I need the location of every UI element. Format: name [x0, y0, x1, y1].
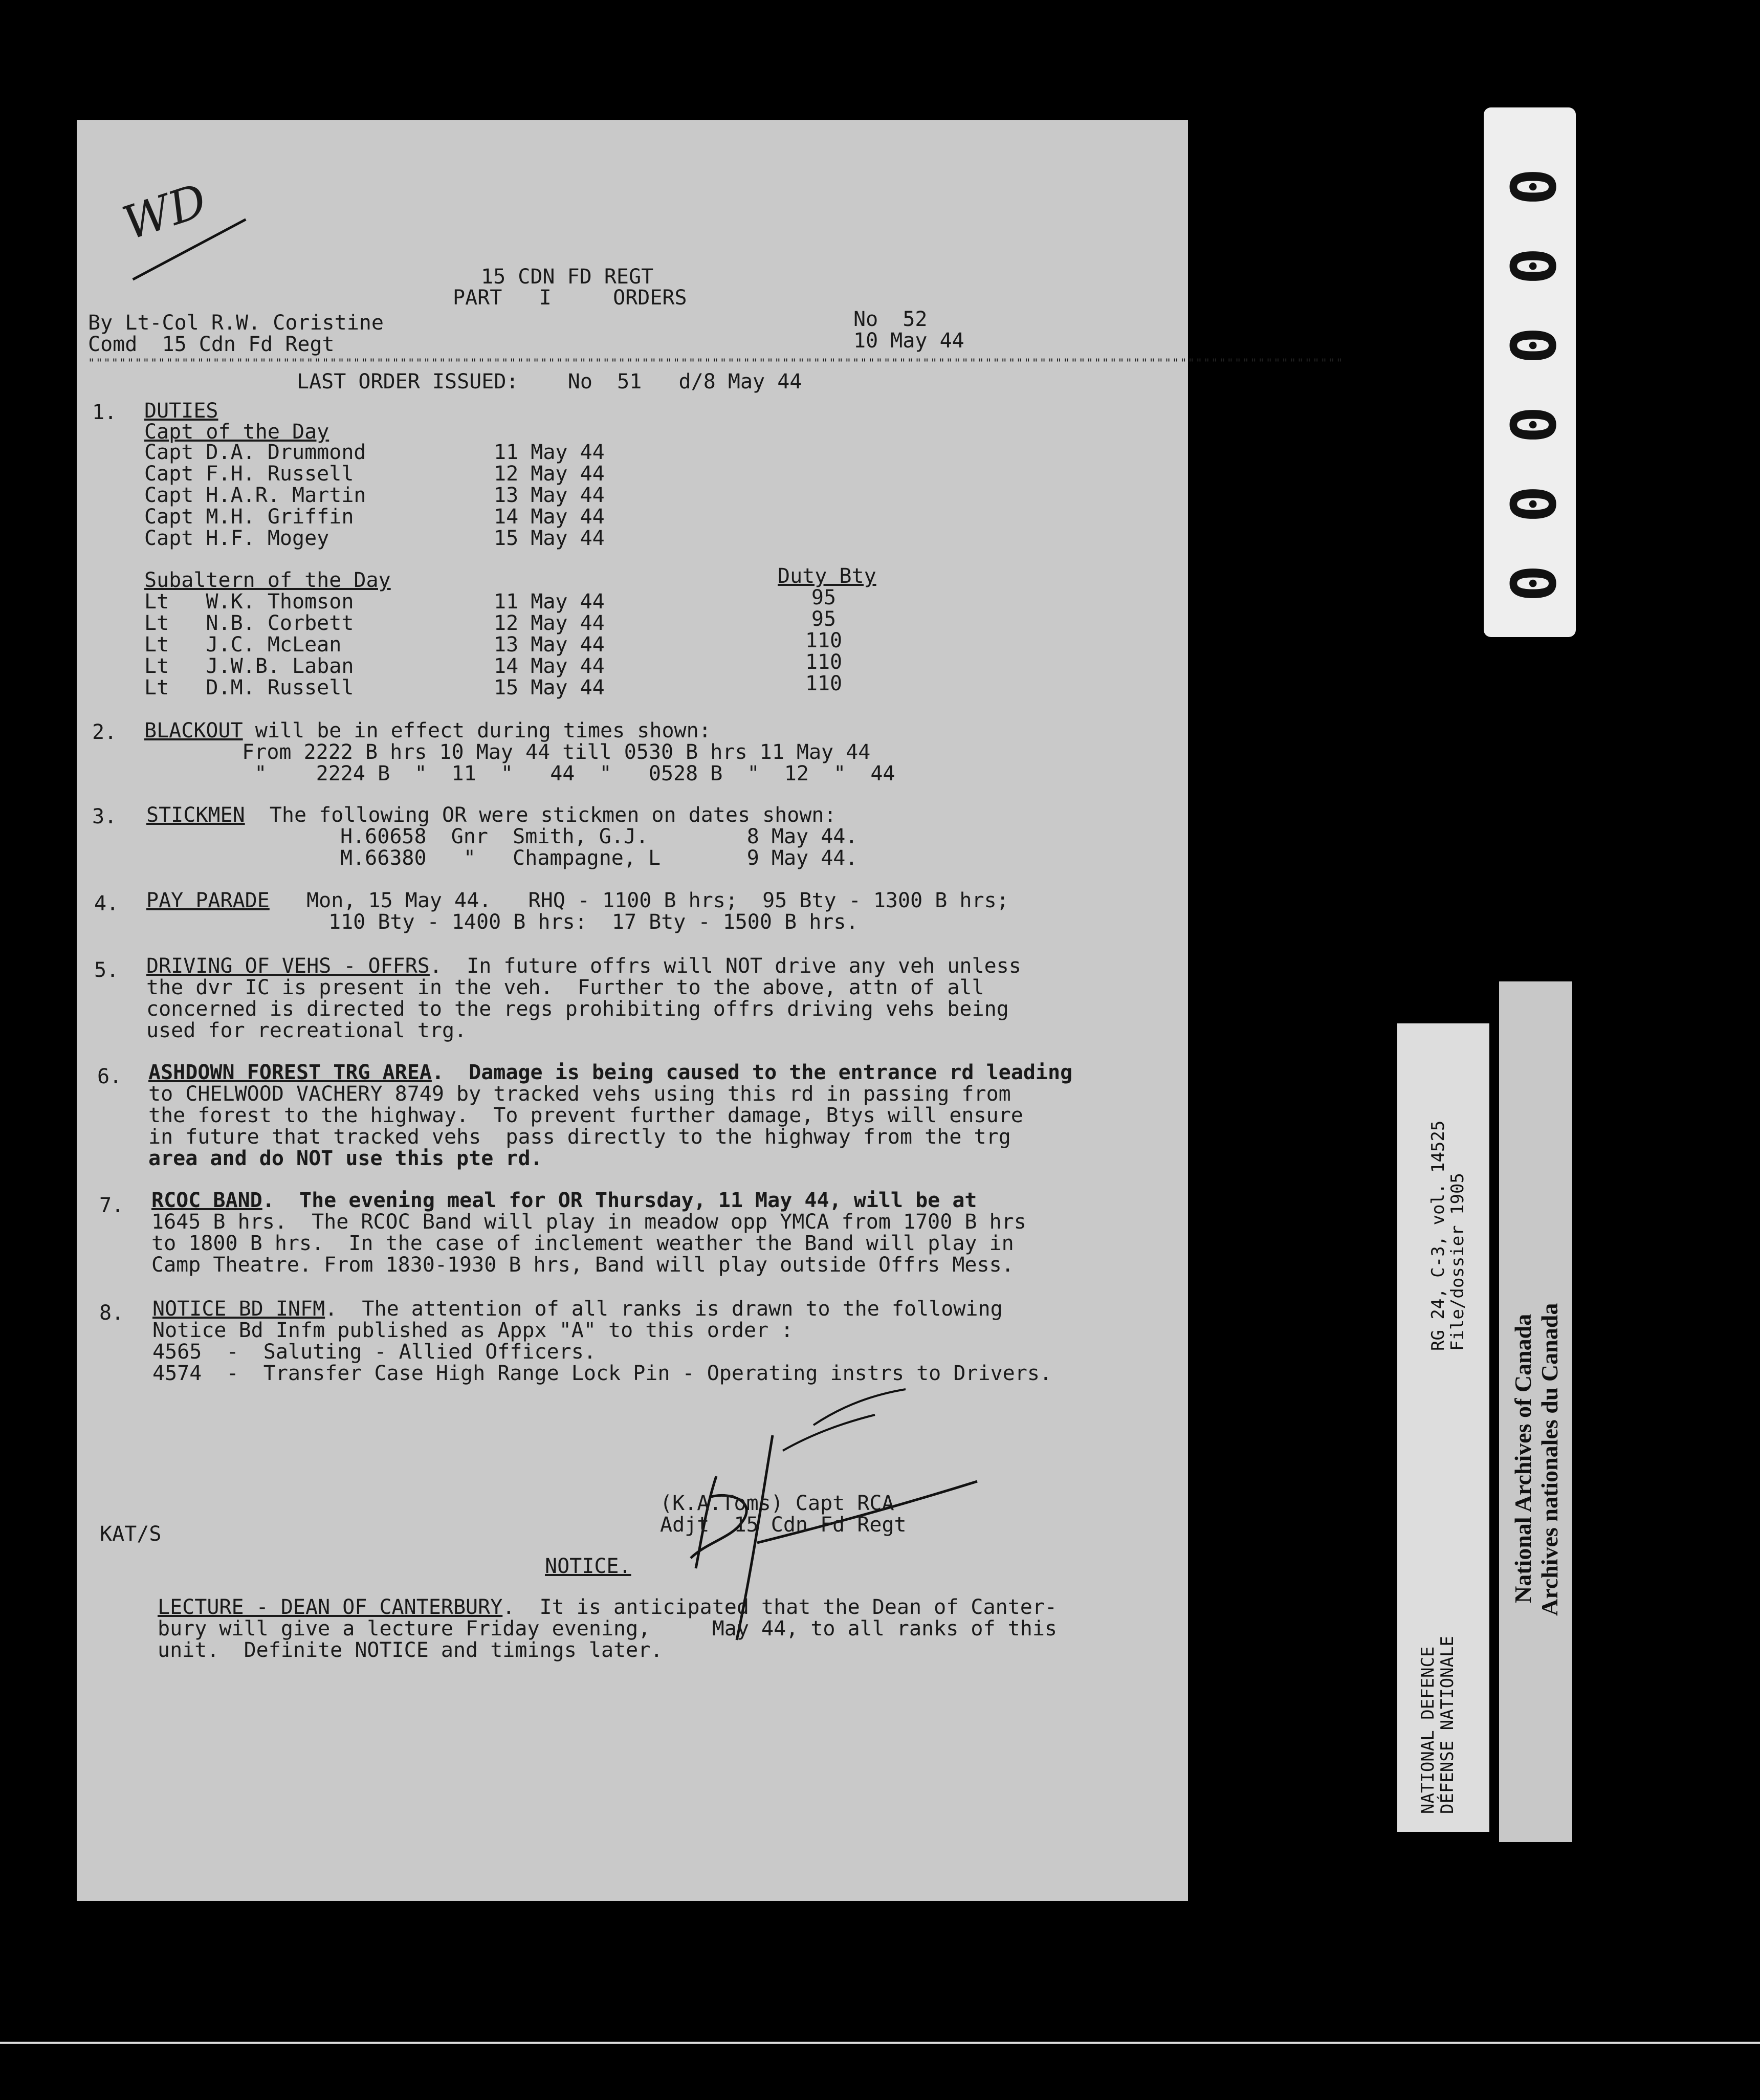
- signatory-title: Adjt 15 Cdn Fd Regt: [660, 1513, 907, 1537]
- ashdown-line-2: to CHELWOOD VACHERY 8749 by tracked vehs using this rd in passing from: [148, 1082, 1011, 1106]
- capt-date: 11 May 44: [494, 441, 605, 464]
- archive-name-english: National Archives of Canada: [1510, 1314, 1536, 1603]
- ashdown-line-4: in future that tracked vehs pass directly to the highway from the trg: [148, 1125, 1011, 1149]
- item-number-1: 1.: [92, 401, 117, 424]
- notice-bd-heading: NOTICE BD INFM: [152, 1297, 325, 1321]
- driving-line-1: [146, 955, 1021, 977]
- frame-digit: 0: [1495, 564, 1567, 602]
- ashdown-line-3: the forest to the highway. To prevent further damage, Btys will ensure: [148, 1104, 1023, 1127]
- capt-date: 12 May 44: [494, 462, 605, 486]
- lecture-line-3: unit. Definite NOTICE and timings later.: [158, 1638, 663, 1662]
- capt-name: Capt F.H. Russell: [144, 462, 354, 486]
- by-line: By Lt-Col R.W. Coristine: [88, 311, 384, 335]
- band-heading: RCOC BAND: [151, 1189, 262, 1212]
- pay-parade-line-2: 110 Bty - 1400 B hrs: 17 Bty - 1500 B hrs.: [328, 910, 859, 934]
- band-text: . The evening meal for OR Thursday, 11 May 44, will be at: [262, 1189, 977, 1212]
- sub-date: 15 May 44: [494, 676, 605, 699]
- stickmen-text: The following OR were stickmen on dates shown:: [245, 803, 837, 827]
- archive-reference-label: [1397, 1023, 1489, 1832]
- frame-digit: 0: [1495, 168, 1567, 206]
- capt-of-day-heading: Capt of the Day: [144, 420, 329, 444]
- ashdown-text: . Damage is being caused to the entrance rd leading: [431, 1061, 1073, 1084]
- item-number-7: 7.: [99, 1194, 124, 1217]
- sub-name: Lt W.K. Thomson: [144, 590, 354, 614]
- sub-bty: 110: [805, 672, 843, 695]
- last-order-issued: LAST ORDER ISSUED: No 51 d/8 May 44: [297, 370, 802, 393]
- notice-bd-line-1: [152, 1298, 1003, 1320]
- archive-name-french: Archives nationales du Canada: [1536, 1303, 1563, 1616]
- frame-digit: 0: [1495, 485, 1567, 523]
- lecture-text: . It is anticipated that the Dean of Canter-: [502, 1595, 1057, 1619]
- frame-digit: 0: [1495, 326, 1567, 364]
- stickmen-line-2: H.60658 Gnr Smith, G.J. 8 May 44.: [340, 825, 858, 848]
- stickmen-line-3: M.66380 " Champagne, L 9 May 44.: [340, 846, 858, 870]
- sub-date: 11 May 44: [494, 590, 605, 614]
- national-archives-label: [1499, 981, 1572, 1842]
- sub-date: 13 May 44: [494, 633, 605, 657]
- separator-line: """"""""""""""""""""""""""""""""""""""""""""""""""""""""""""""""""""""""""""""""""""""""""""""""""""""""""""""""""""""""""""""""""""""""""""""""""""""""""""""""": [88, 357, 1344, 370]
- orders-title: PART I ORDERS: [453, 286, 687, 310]
- item-number-8: 8.: [99, 1301, 124, 1325]
- frame-digit: 0: [1495, 247, 1567, 285]
- sub-name: Lt J.W.B. Laban: [144, 654, 354, 678]
- capt-name: Capt H.F. Mogey: [144, 527, 329, 550]
- sub-date: 12 May 44: [494, 611, 605, 635]
- driving-heading: DRIVING OF VEHS - OFFRS: [146, 954, 430, 978]
- notice-bd-line-2: Notice Bd Infm published as Appx "A" to this order :: [152, 1319, 794, 1342]
- signatory-name: (K.A.Toms) Capt RCA: [660, 1492, 894, 1515]
- comd-line: Comd 15 Cdn Fd Regt: [88, 333, 335, 356]
- capt-name: Capt M.H. Griffin: [144, 505, 354, 529]
- stickmen-heading: STICKMEN: [146, 803, 245, 827]
- blackout-line-2: From 2222 B hrs 10 May 44 till 0530 B hrs 11 May 44: [217, 740, 871, 764]
- frame-number-tag: [1484, 107, 1576, 637]
- notice-heading: NOTICE.: [545, 1555, 631, 1578]
- lecture-line-2: bury will give a lecture Friday evening, May 44, to all ranks of this: [158, 1617, 1057, 1640]
- item-number-6: 6.: [97, 1065, 122, 1088]
- item-number-3: 3.: [92, 805, 117, 828]
- archive-ref-line-1: RG 24, C-3, vol. 14525: [1428, 1120, 1448, 1351]
- notice-bd-line-3: 4565 - Saluting - Allied Officers.: [152, 1340, 596, 1364]
- order-number: No 52: [853, 308, 928, 331]
- blackout-text: will be in effect during times shown:: [243, 719, 711, 742]
- sub-bty: 110: [805, 629, 843, 652]
- band-line-1: [151, 1190, 977, 1211]
- frame-digit: 0: [1495, 406, 1567, 444]
- duty-bty-heading: Duty Bty: [778, 564, 876, 588]
- driving-line-3: concerned is directed to the regs prohibiting offrs driving vehs being: [146, 997, 1009, 1021]
- subaltern-heading: Subaltern of the Day: [144, 568, 391, 592]
- ashdown-line-1: [148, 1062, 1072, 1083]
- band-line-4: Camp Theatre. From 1830-1930 B hrs, Band will play outside Offrs Mess.: [151, 1253, 1014, 1277]
- lecture-heading: LECTURE - DEAN OF CANTERBURY: [158, 1595, 503, 1619]
- capt-date: 13 May 44: [494, 484, 605, 507]
- sub-bty: 95: [811, 607, 837, 631]
- pay-parade-line-1: [146, 890, 1009, 911]
- sub-bty: 110: [805, 650, 843, 674]
- ashdown-line-5: area and do NOT use this pte rd.: [148, 1147, 543, 1170]
- archive-dept-line-2: DÉFENSE NATIONALE: [1437, 1636, 1458, 1814]
- unit-title: 15 CDN FD REGT: [481, 265, 654, 289]
- capt-date: 14 May 44: [494, 505, 605, 529]
- notice-bd-line-4: 4574 - Transfer Case High Range Lock Pin - Operating instrs to Drivers.: [152, 1362, 1052, 1385]
- pay-parade-heading: PAY PARADE: [146, 889, 270, 912]
- sub-bty: 95: [811, 586, 837, 609]
- document-page: [77, 120, 1344, 1901]
- typist-initials: KAT/S: [100, 1522, 162, 1546]
- driving-line-2: the dvr IC is present in the veh. Further to the above, attn of all: [146, 976, 984, 999]
- handwritten-mark: WD: [116, 173, 213, 251]
- sub-date: 14 May 44: [494, 654, 605, 678]
- archive-ref-line-2: File/dossier 1905: [1447, 1173, 1468, 1351]
- item-number-5: 5.: [94, 958, 119, 982]
- sub-name: Lt D.M. Russell: [144, 676, 354, 699]
- band-line-2: 1645 B hrs. The RCOC Band will play in meadow opp YMCA from 1700 B hrs: [151, 1210, 1026, 1234]
- notice-bd-text: . The attention of all ranks is drawn to the following: [325, 1297, 1003, 1321]
- blackout-line-3: " 2224 B " 11 " 44 " 0528 B " 12 " 44: [217, 762, 895, 785]
- driving-text: . In future offrs will NOT drive any veh unless: [429, 954, 1021, 978]
- item-number-2: 2.: [92, 720, 117, 744]
- duties-heading: DUTIES: [144, 399, 218, 423]
- capt-date: 15 May 44: [494, 527, 605, 550]
- blackout-line-1: [144, 720, 711, 741]
- order-date: 10 May 44: [853, 329, 964, 353]
- blackout-heading: BLACKOUT: [144, 719, 243, 742]
- pay-parade-text: Mon, 15 May 44. RHQ - 1100 B hrs; 95 Bty - 1300 B hrs;: [269, 889, 1009, 912]
- driving-line-4: used for recreational trg.: [146, 1019, 467, 1042]
- band-line-3: to 1800 B hrs. In the case of inclement weather the Band will play in: [151, 1232, 1014, 1255]
- ashdown-heading: ASHDOWN FOREST TRG AREA: [148, 1061, 432, 1084]
- capt-name: Capt H.A.R. Martin: [144, 484, 366, 507]
- scan-border-line: [0, 2042, 1760, 2044]
- item-number-4: 4.: [94, 892, 119, 915]
- lecture-line-1: [158, 1596, 1057, 1618]
- sub-name: Lt N.B. Corbett: [144, 611, 354, 635]
- stickmen-line-1: [146, 804, 837, 826]
- archive-dept-line-1: NATIONAL DEFENCE: [1418, 1646, 1438, 1814]
- sub-name: Lt J.C. McLean: [144, 633, 342, 657]
- capt-name: Capt D.A. Drummond: [144, 441, 366, 464]
